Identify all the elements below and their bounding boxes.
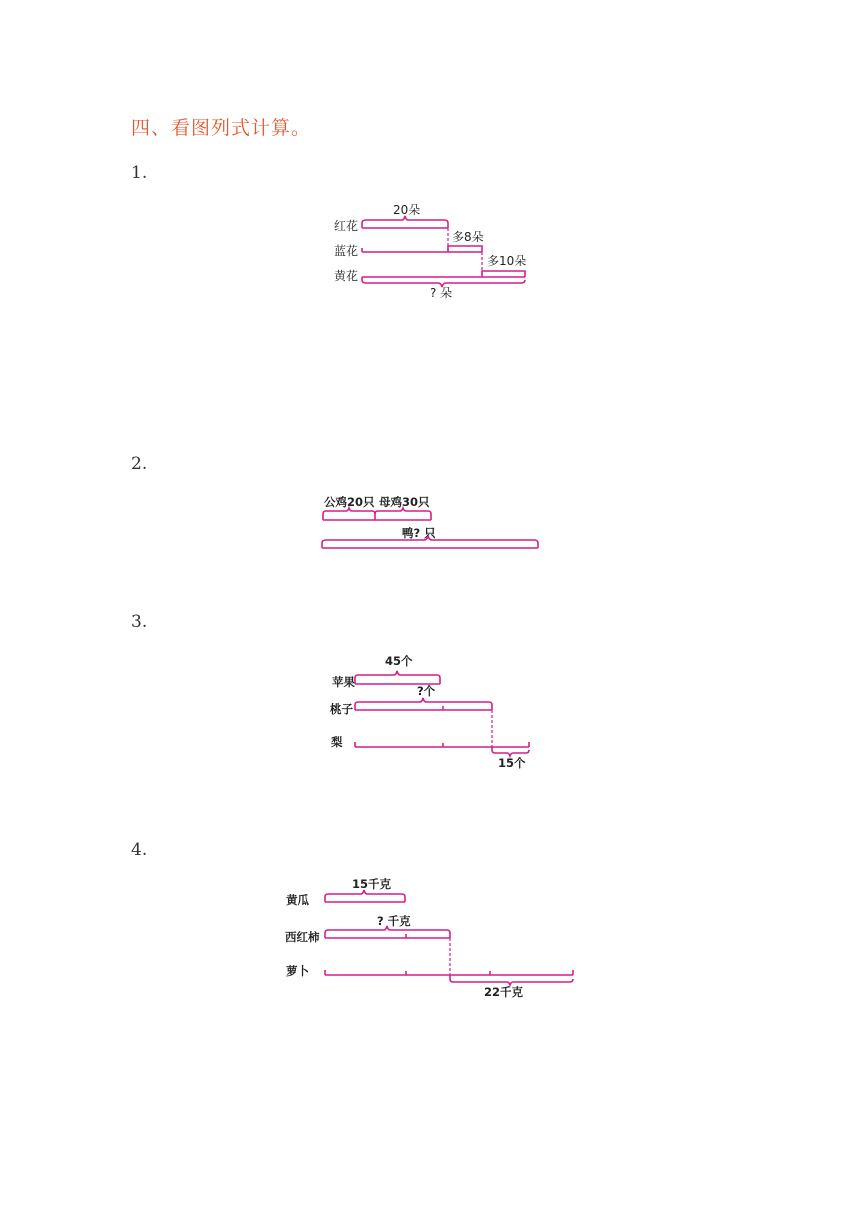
label-cucumber: 黄瓜: [286, 893, 309, 907]
tomato-brace: [325, 926, 450, 938]
yellow-more: 多10朵: [487, 254, 527, 268]
label-blue-flower: 蓝花: [334, 244, 359, 258]
red-count: 20朵: [393, 203, 421, 217]
label-peach: 桃子: [330, 702, 353, 716]
duck-question: 鸭? 只: [402, 526, 436, 540]
label-radish: 萝卜: [286, 964, 309, 978]
problem-4-number: 4.: [131, 840, 148, 860]
problem-1-number: 1.: [131, 163, 148, 183]
problem-2-number: 2.: [131, 454, 148, 474]
label-pear: 梨: [331, 735, 343, 749]
hen-count: 母鸡30只: [379, 495, 430, 509]
apple-count: 45个: [385, 654, 413, 668]
label-yellow-flower: 黄花: [334, 269, 359, 283]
total-question: ? 朵: [430, 286, 453, 300]
blue-more: 多8朵: [452, 230, 484, 244]
rooster-count: 公鸡20只: [324, 495, 375, 509]
tomato-question: ? 千克: [377, 914, 411, 928]
peach-question: ?个: [417, 684, 436, 698]
label-red-flower: 红花: [334, 219, 359, 233]
cucumber-brace: [325, 890, 405, 902]
radish-extra-brace: [450, 975, 573, 985]
cucumber-count: 15千克: [352, 877, 392, 891]
radish-extra: 22千克: [484, 985, 524, 999]
section-title: 四、看图列式计算。: [131, 117, 312, 139]
problem-3-number: 3.: [131, 612, 148, 632]
label-tomato: 西红柿: [285, 930, 320, 944]
label-apple: 苹果: [332, 675, 355, 689]
pear-extra: 15个: [498, 756, 526, 770]
